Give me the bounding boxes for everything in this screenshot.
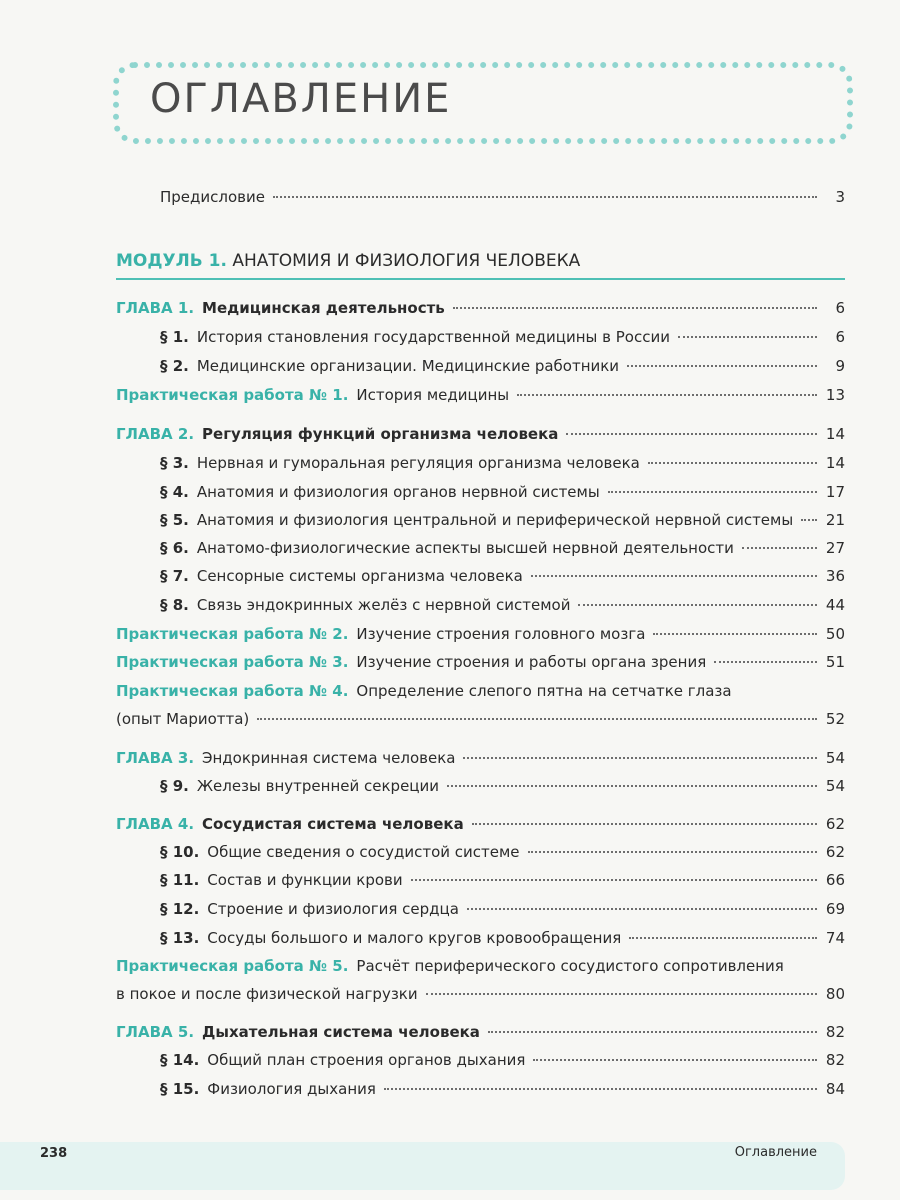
dot-leader (467, 908, 817, 910)
dot-leader (533, 1059, 817, 1061)
toc-title: Расчёт периферического сосудистого сопротивления (356, 957, 784, 975)
toc-prefix: § 15. (160, 1080, 200, 1098)
toc-prefix: Практическая работа № 2. (116, 625, 349, 643)
dot-leader (714, 661, 817, 663)
toc-page-number: 54 (825, 777, 845, 795)
toc-title: Физиология дыхания (207, 1080, 376, 1098)
toc-section[interactable] (160, 1079, 845, 1099)
toc-practice-first[interactable] (116, 681, 845, 701)
toc-title: Сосудистая система человека (202, 815, 464, 833)
dot-leader (608, 491, 817, 493)
toc-title: Строение и физиология сердца (207, 900, 459, 918)
toc-page-number: 21 (825, 511, 845, 529)
dot-leader (463, 757, 817, 759)
dot-leader (472, 823, 817, 825)
dot-leader (653, 633, 817, 635)
module-name: АНАТОМИЯ И ФИЗИОЛОГИЯ ЧЕЛОВЕКА (232, 251, 581, 271)
toc-page-number: 69 (825, 900, 845, 918)
toc-page-number: 36 (825, 567, 845, 585)
toc-continuation[interactable] (116, 709, 845, 729)
toc-page-number: 62 (825, 843, 845, 861)
toc-prefix: § 2. (160, 357, 189, 375)
toc-page-number: 66 (825, 871, 845, 889)
toc-page-number: 6 (835, 328, 845, 346)
toc-page-number: 9 (835, 357, 845, 375)
dot-leader (517, 394, 817, 396)
dot-leader (629, 937, 817, 939)
toc-prefix: Практическая работа № 5. (116, 957, 349, 975)
toc-section[interactable] (160, 453, 845, 473)
page-title: ОГЛАВЛЕНИЕ (150, 76, 452, 122)
dot-leader (566, 433, 817, 435)
toc-title: Изучение строения и работы органа зрения (356, 653, 707, 671)
toc-practice[interactable] (116, 624, 845, 644)
toc-chapter[interactable] (116, 298, 845, 318)
toc-page-number: 3 (835, 188, 845, 206)
footer-band (0, 1142, 845, 1190)
dot-leader (426, 993, 817, 995)
toc-chapter[interactable] (116, 1022, 845, 1042)
toc-title: Медицинская деятельность (202, 299, 445, 317)
toc-page-number: 54 (825, 749, 845, 767)
toc-prefix: ГЛАВА 3. (116, 749, 195, 767)
toc-continuation[interactable] (116, 984, 845, 1004)
module-heading (116, 250, 845, 280)
toc-page-number: 14 (825, 454, 845, 472)
toc-chapter[interactable] (116, 424, 845, 444)
toc-prefix: § 3. (160, 454, 189, 472)
dot-leader (384, 1088, 817, 1090)
footer-page-number: 238 (40, 1146, 68, 1161)
toc-section[interactable] (160, 1050, 845, 1070)
toc-prefix: Практическая работа № 3. (116, 653, 349, 671)
toc-preface[interactable] (160, 187, 845, 207)
toc-title: Железы внутренней секреции (196, 777, 440, 795)
dot-leader (273, 196, 817, 198)
toc-prefix: § 7. (160, 567, 189, 585)
toc-page-number: 27 (825, 539, 845, 557)
toc-title: Сенсорные системы организма человека (196, 567, 523, 585)
toc-prefix: § 6. (160, 539, 189, 557)
toc-section[interactable] (160, 538, 845, 558)
toc-section[interactable] (160, 595, 845, 615)
dot-leader (411, 879, 817, 881)
toc-section[interactable] (160, 327, 845, 347)
dot-leader (453, 307, 817, 309)
toc-title: Связь эндокринных желёз с нервной системой (196, 596, 571, 614)
toc-title: Эндокринная система человека (202, 749, 456, 767)
toc-page-number: 17 (825, 483, 845, 501)
toc-practice-first[interactable] (116, 956, 845, 976)
toc-prefix: § 4. (160, 483, 189, 501)
toc-prefix: ГЛАВА 5. (116, 1023, 195, 1041)
toc-page-number: 13 (825, 386, 845, 404)
dot-leader (488, 1031, 817, 1033)
dot-leader (627, 365, 817, 367)
toc-page-number: 74 (825, 929, 845, 947)
toc-title: Общий план строения органов дыхания (207, 1051, 526, 1069)
toc-page-number: 84 (825, 1080, 845, 1098)
toc-title: Нервная и гуморальная регуляция организма человека (196, 454, 640, 472)
toc-title: Дыхательная система человека (202, 1023, 480, 1041)
toc-title: Медицинские организации. Медицинские работники (196, 357, 620, 375)
toc-prefix: § 8. (160, 596, 189, 614)
toc-prefix: ГЛАВА 4. (116, 815, 195, 833)
dot-leader (648, 462, 817, 464)
toc-title: История становления государственной медицины в России (196, 328, 670, 346)
toc-page-number: 44 (825, 596, 845, 614)
toc-prefix: § 11. (160, 871, 200, 889)
toc-section[interactable] (160, 870, 845, 890)
toc-prefix: § 9. (160, 777, 189, 795)
toc-page-number: 52 (825, 710, 845, 728)
toc-section[interactable] (160, 899, 845, 919)
toc-page-number: 14 (825, 425, 845, 443)
dot-leader (528, 851, 817, 853)
toc-title: в покое и после физической нагрузки (116, 985, 418, 1003)
toc-section[interactable] (160, 482, 845, 502)
toc-practice[interactable] (116, 652, 845, 672)
toc-prefix: § 13. (160, 929, 200, 947)
footer-title: Оглавление (734, 1145, 817, 1160)
toc-page-number: 82 (825, 1023, 845, 1041)
toc-title: Анатомо-физиологические аспекты высшей нервной деятельности (196, 539, 734, 557)
dot-leader (531, 575, 817, 577)
toc-page-number: 82 (825, 1051, 845, 1069)
toc-page-number: 62 (825, 815, 845, 833)
toc-title: Анатомия и физиология органов нервной системы (196, 483, 600, 501)
toc-prefix: Практическая работа № 1. (116, 386, 349, 404)
toc-prefix: § 14. (160, 1051, 200, 1069)
module-prefix: МОДУЛЬ 1. (116, 251, 227, 271)
dot-leader (447, 785, 817, 787)
toc-section[interactable] (160, 510, 845, 530)
toc-prefix: Практическая работа № 4. (116, 682, 349, 700)
toc-page-number: 50 (825, 625, 845, 643)
toc-section[interactable] (160, 776, 845, 796)
dot-leader (257, 718, 817, 720)
toc-practice[interactable] (116, 385, 845, 405)
toc-title: Анатомия и физиология центральной и периферической нервной системы (196, 511, 794, 529)
toc-prefix: § 5. (160, 511, 189, 529)
toc-title: Определение слепого пятна на сетчатке глаза (356, 682, 732, 700)
toc-prefix: § 12. (160, 900, 200, 918)
toc-prefix: § 1. (160, 328, 189, 346)
toc-section[interactable] (160, 356, 845, 376)
dot-leader (678, 336, 817, 338)
toc-page-number: 80 (825, 985, 845, 1003)
toc-title: Состав и функции крови (207, 871, 403, 889)
dot-leader (578, 604, 817, 606)
toc-prefix: § 10. (160, 843, 200, 861)
toc-prefix: ГЛАВА 1. (116, 299, 195, 317)
toc-title: Изучение строения головного мозга (356, 625, 646, 643)
toc-title: Сосуды большого и малого кругов кровообращения (207, 929, 622, 947)
toc-title: Общие сведения о сосудистой системе (207, 843, 520, 861)
toc-section[interactable] (160, 928, 845, 948)
toc-section[interactable] (160, 842, 845, 862)
toc-title: Регуляция функций организма человека (202, 425, 559, 443)
toc-title: (опыт Мариотта) (116, 710, 250, 728)
toc-section[interactable] (160, 566, 845, 586)
toc-page-number: 6 (835, 299, 845, 317)
toc-preface-label: Предисловие (160, 188, 265, 206)
toc-prefix: ГЛАВА 2. (116, 425, 195, 443)
toc-chapter[interactable] (116, 748, 845, 768)
dot-leader (742, 547, 817, 549)
toc-page-number: 51 (825, 653, 845, 671)
toc-title: История медицины (356, 386, 510, 404)
toc-chapter[interactable] (116, 814, 845, 834)
dot-leader (801, 519, 817, 521)
